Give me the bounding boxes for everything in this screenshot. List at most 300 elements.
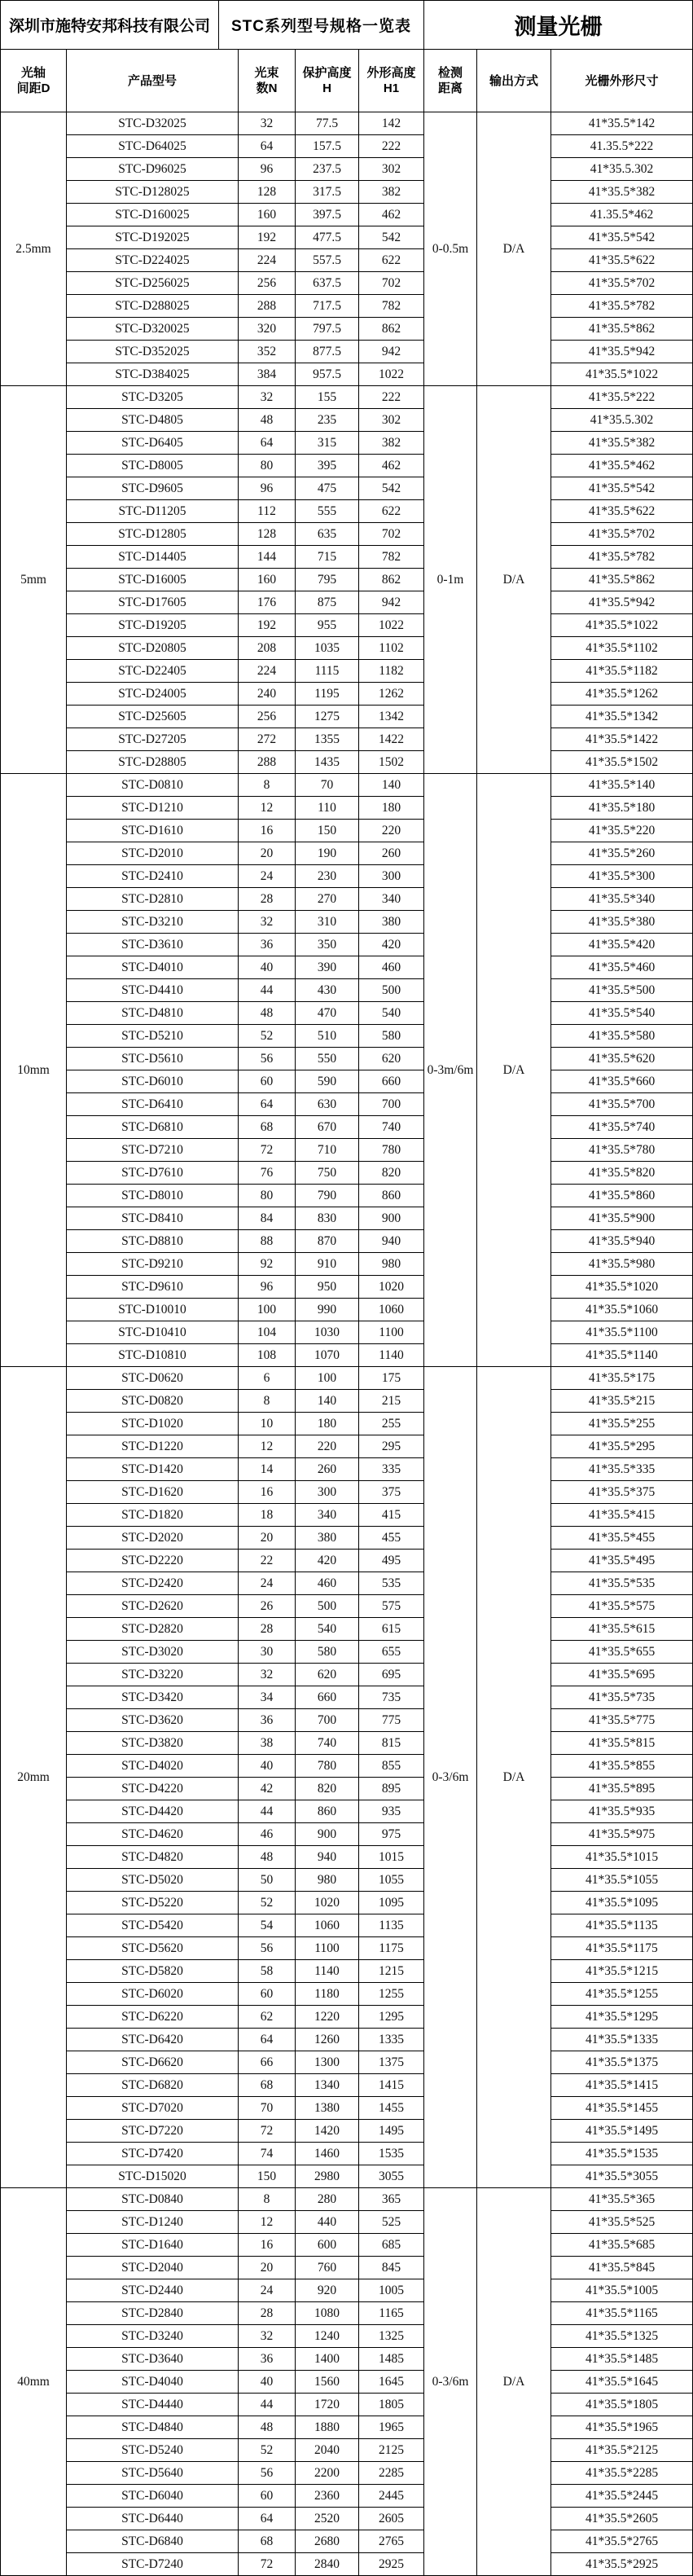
outline-height-cell: 862	[359, 318, 423, 340]
dimensions-cell: 41*35.5*455	[551, 1527, 692, 1549]
dimensions-cell: 41*35.5*935	[551, 1800, 692, 1822]
outline-height-cell: 222	[359, 386, 423, 408]
model-cell: STC-D3220	[67, 1664, 238, 1686]
beam-count-cell: 288	[239, 295, 295, 317]
dimensions-cell: 41*35.5*1335	[551, 2029, 692, 2051]
model-cell: STC-D7220	[67, 2120, 238, 2142]
outline-height-cell: 1455	[359, 2097, 423, 2119]
protect-height-cell: 980	[296, 1869, 358, 1891]
beam-count-cell: 8	[239, 1390, 295, 1412]
model-cell: STC-D6220	[67, 2006, 238, 2028]
dimensions-cell: 41*35.5*1182	[551, 660, 692, 682]
protect-height-cell: 380	[296, 1527, 358, 1549]
beam-count-cell: 72	[239, 2120, 295, 2142]
model-cell: STC-D8005	[67, 455, 238, 477]
model-cell: STC-D320025	[67, 318, 238, 340]
model-cell: STC-D5220	[67, 1892, 238, 1914]
protect-height-cell: 2200	[296, 2462, 358, 2484]
outline-height-cell: 1502	[359, 751, 423, 773]
dimensions-cell: 41*35.5*1255	[551, 1983, 692, 2005]
dimensions-cell: 41*35.5*180	[551, 797, 692, 819]
beam-count-cell: 16	[239, 820, 295, 842]
outline-height-cell: 380	[359, 911, 423, 933]
protect-height-cell: 1115	[296, 660, 358, 682]
beam-count-cell: 208	[239, 637, 295, 659]
outline-height-cell: 1255	[359, 1983, 423, 2005]
outline-height-cell: 455	[359, 1527, 423, 1549]
protect-height-cell: 500	[296, 1595, 358, 1617]
beam-count-cell: 70	[239, 2097, 295, 2119]
model-cell: STC-D5020	[67, 1869, 238, 1891]
outline-height-cell: 615	[359, 1618, 423, 1640]
dimensions-cell: 41*35.5*780	[551, 1139, 692, 1161]
model-cell: STC-D5420	[67, 1914, 238, 1936]
protect-height-cell: 870	[296, 1230, 358, 1252]
model-cell: STC-D22405	[67, 660, 238, 682]
dimensions-cell: 41*35.5*1965	[551, 2416, 692, 2438]
model-cell: STC-D25605	[67, 706, 238, 728]
outline-height-cell: 260	[359, 842, 423, 864]
dimensions-cell: 41*35.5*1020	[551, 1276, 692, 1298]
beam-count-cell: 52	[239, 1892, 295, 1914]
beam-count-cell: 68	[239, 2074, 295, 2096]
protect-height-cell: 1030	[296, 1321, 358, 1343]
beam-count-cell: 44	[239, 979, 295, 1001]
model-cell: STC-D6010	[67, 1070, 238, 1092]
protect-height-cell: 860	[296, 1800, 358, 1822]
protect-height-cell: 70	[296, 774, 358, 796]
dimensions-cell: 41*35.5*620	[551, 1048, 692, 1070]
beam-count-cell: 128	[239, 523, 295, 545]
dimensions-cell: 41*35.5*175	[551, 1367, 692, 1389]
beam-count-cell: 42	[239, 1778, 295, 1800]
outline-height-cell: 415	[359, 1504, 423, 1526]
spacing-cell: 5mm	[1, 386, 66, 773]
beam-count-cell: 80	[239, 455, 295, 477]
outline-height-cell: 542	[359, 226, 423, 248]
beam-count-cell: 52	[239, 1025, 295, 1047]
beam-count-cell: 8	[239, 774, 295, 796]
protect-height-cell: 790	[296, 1185, 358, 1207]
model-cell: STC-D96025	[67, 158, 238, 180]
dimensions-cell: 41*35.5*782	[551, 546, 692, 568]
dimensions-cell: 41*35.5*942	[551, 591, 692, 613]
header-outline-height	[359, 50, 423, 112]
beam-count-cell: 224	[239, 660, 295, 682]
dimensions-cell: 41.35.5*222	[551, 135, 692, 157]
outline-height-cell: 895	[359, 1778, 423, 1800]
protect-height-cell: 77.5	[296, 112, 358, 134]
dimensions-cell: 41*35.5*382	[551, 432, 692, 454]
dimensions-cell: 41*35.5*222	[551, 386, 692, 408]
protect-height-cell: 1260	[296, 2029, 358, 2051]
model-cell: STC-D4805	[67, 409, 238, 431]
dimensions-cell: 41*35.5*542	[551, 226, 692, 248]
model-cell: STC-D1210	[67, 797, 238, 819]
protect-height-cell: 830	[296, 1207, 358, 1229]
dimensions-cell: 41*35.5*2125	[551, 2439, 692, 2461]
dimensions-cell: 41*35.5.302	[551, 409, 692, 431]
outline-height-cell: 1055	[359, 1869, 423, 1891]
model-cell: STC-D15020	[67, 2165, 238, 2187]
dimensions-cell: 41*35.5*775	[551, 1709, 692, 1731]
protect-height-cell: 340	[296, 1504, 358, 1526]
beam-count-cell: 56	[239, 1937, 295, 1959]
dimensions-cell: 41*35.5*1095	[551, 1892, 692, 1914]
beam-count-cell: 64	[239, 1093, 295, 1115]
beam-count-cell: 256	[239, 706, 295, 728]
outline-height-cell: 365	[359, 2188, 423, 2210]
model-cell: STC-D6020	[67, 1983, 238, 2005]
protect-height-cell: 540	[296, 1618, 358, 1640]
outline-height-cell: 335	[359, 1458, 423, 1480]
beam-count-cell: 24	[239, 865, 295, 887]
beam-count-cell: 34	[239, 1686, 295, 1708]
outline-height-cell: 1415	[359, 2074, 423, 2096]
dimensions-cell: 41*35.5*655	[551, 1641, 692, 1663]
outline-height-cell: 1015	[359, 1846, 423, 1868]
model-cell: STC-D19205	[67, 614, 238, 636]
model-cell: STC-D1220	[67, 1435, 238, 1457]
beam-count-cell: 50	[239, 1869, 295, 1891]
outline-height-cell: 575	[359, 1595, 423, 1617]
outline-height-cell: 1645	[359, 2371, 423, 2393]
header-detection-distance	[424, 50, 476, 112]
dimensions-cell: 41*35.5*1375	[551, 2051, 692, 2073]
dimensions-cell: 41*35.5*255	[551, 1413, 692, 1435]
protect-height-cell: 1220	[296, 2006, 358, 2028]
dimensions-cell: 41*35.5*495	[551, 1550, 692, 1572]
outline-height-cell: 775	[359, 1709, 423, 1731]
model-cell: STC-D6620	[67, 2051, 238, 2073]
beam-count-cell: 46	[239, 1823, 295, 1845]
detection-distance-cell: 0-3m/6m	[424, 774, 476, 1366]
dimensions-cell: 41*35.5*702	[551, 523, 692, 545]
protect-height-cell: 1060	[296, 1914, 358, 1936]
protect-height-cell: 1180	[296, 1983, 358, 2005]
model-cell: STC-D4010	[67, 956, 238, 978]
beam-count-cell: 52	[239, 2439, 295, 2461]
dimensions-cell: 41*35.5*1262	[551, 683, 692, 705]
outline-height-cell: 1422	[359, 728, 423, 750]
model-cell: STC-D6040	[67, 2485, 238, 2507]
model-cell: STC-D12805	[67, 523, 238, 545]
outline-height-cell: 1535	[359, 2143, 423, 2165]
beam-count-cell: 16	[239, 1481, 295, 1503]
dimensions-cell: 41*35.5*1215	[551, 1960, 692, 1982]
protect-height-cell: 310	[296, 911, 358, 933]
protect-height-cell: 580	[296, 1641, 358, 1663]
model-cell: STC-D4410	[67, 979, 238, 1001]
header-beam-count	[239, 50, 295, 112]
model-cell: STC-D256025	[67, 272, 238, 294]
model-cell: STC-D0840	[67, 2188, 238, 2210]
protect-height-cell: 1035	[296, 637, 358, 659]
outline-height-cell: 860	[359, 1185, 423, 1207]
dimensions-cell: 41*35.5*1100	[551, 1321, 692, 1343]
dimensions-cell: 41*35.5*2605	[551, 2508, 692, 2530]
model-cell: STC-D6405	[67, 432, 238, 454]
beam-count-cell: 16	[239, 2234, 295, 2256]
model-cell: STC-D1820	[67, 1504, 238, 1526]
outline-height-cell: 525	[359, 2211, 423, 2233]
detection-distance-cell: 0-1m	[424, 386, 476, 773]
outline-height-cell: 302	[359, 158, 423, 180]
protect-height-cell: 750	[296, 1162, 358, 1184]
protect-height-cell: 1880	[296, 2416, 358, 2438]
outline-height-cell: 735	[359, 1686, 423, 1708]
outline-height-cell: 782	[359, 295, 423, 317]
protect-height-cell: 220	[296, 1435, 358, 1457]
protect-height-cell: 950	[296, 1276, 358, 1298]
outline-height-cell: 900	[359, 1207, 423, 1229]
dimensions-cell: 41*35.5*615	[551, 1618, 692, 1640]
model-cell: STC-D1240	[67, 2211, 238, 2233]
model-cell: STC-D28805	[67, 751, 238, 773]
model-cell: STC-D4440	[67, 2394, 238, 2416]
model-cell: STC-D9610	[67, 1276, 238, 1298]
outline-height-cell: 462	[359, 204, 423, 226]
dimensions-cell: 41*35.5*1645	[551, 2371, 692, 2393]
outline-height-cell: 695	[359, 1664, 423, 1686]
dimensions-cell: 41*35.5*3055	[551, 2165, 692, 2187]
outline-height-cell: 1262	[359, 683, 423, 705]
beam-count-cell: 14	[239, 1458, 295, 1480]
protect-height-cell: 700	[296, 1709, 358, 1731]
dimensions-cell: 41*35.5*855	[551, 1755, 692, 1777]
dimensions-cell: 41*35.5*215	[551, 1390, 692, 1412]
dimensions-cell: 41*35.5*1022	[551, 363, 692, 385]
protect-height-cell: 900	[296, 1823, 358, 1845]
header-output-mode-label: 输出方式	[489, 73, 538, 88]
header-dimensions	[551, 50, 692, 112]
model-cell: STC-D3640	[67, 2348, 238, 2370]
model-cell: STC-D2440	[67, 2279, 238, 2301]
output-mode-cell: D/A	[477, 2188, 550, 2575]
dimensions-cell: 41*35.5*1140	[551, 1344, 692, 1366]
outline-height-cell: 1095	[359, 1892, 423, 1914]
dimensions-cell: 41*35.5*1495	[551, 2120, 692, 2142]
beam-count-cell: 68	[239, 1116, 295, 1138]
beam-count-cell: 26	[239, 1595, 295, 1617]
protect-height-cell: 1460	[296, 2143, 358, 2165]
outline-height-cell: 1140	[359, 1344, 423, 1366]
outline-height-cell: 1965	[359, 2416, 423, 2438]
outline-height-cell: 622	[359, 249, 423, 271]
model-cell: STC-D6810	[67, 1116, 238, 1138]
beam-count-cell: 68	[239, 2530, 295, 2552]
dimensions-cell: 41*35.5*1415	[551, 2074, 692, 2096]
model-cell: STC-D0810	[67, 774, 238, 796]
outline-height-cell: 542	[359, 477, 423, 499]
model-cell: STC-D24005	[67, 683, 238, 705]
model-cell: STC-D7020	[67, 2097, 238, 2119]
dimensions-cell: 41*35.5.302	[551, 158, 692, 180]
protect-height-cell: 1240	[296, 2325, 358, 2347]
dimensions-cell: 41*35.5*295	[551, 1435, 692, 1457]
spacing-cell: 20mm	[1, 1367, 66, 2187]
beam-count-cell: 24	[239, 2279, 295, 2301]
header-model	[67, 50, 238, 112]
beam-count-cell: 12	[239, 797, 295, 819]
model-cell: STC-D2820	[67, 1618, 238, 1640]
dimensions-cell: 41*35.5*622	[551, 249, 692, 271]
protect-height-cell: 635	[296, 523, 358, 545]
protect-height-cell: 2040	[296, 2439, 358, 2461]
model-cell: STC-D384025	[67, 363, 238, 385]
protect-height-cell: 780	[296, 1755, 358, 1777]
beam-count-cell: 72	[239, 2553, 295, 2575]
outline-height-cell: 382	[359, 432, 423, 454]
model-cell: STC-D6420	[67, 2029, 238, 2051]
model-cell: STC-D4420	[67, 1800, 238, 1822]
outline-height-cell: 462	[359, 455, 423, 477]
dimensions-cell: 41*35.5*2925	[551, 2553, 692, 2575]
protect-height-cell: 875	[296, 591, 358, 613]
protect-height-cell: 1080	[296, 2302, 358, 2324]
beam-count-cell: 12	[239, 2211, 295, 2233]
dimensions-cell: 41*35.5*860	[551, 1185, 692, 1207]
dimensions-cell: 41*35.5*575	[551, 1595, 692, 1617]
dimensions-cell: 41*35.5*782	[551, 295, 692, 317]
header-outline-height-label: 外形高度H1	[366, 66, 416, 95]
protect-height-cell: 1380	[296, 2097, 358, 2119]
protect-height-cell: 2980	[296, 2165, 358, 2187]
protect-height-cell: 2520	[296, 2508, 358, 2530]
model-cell: STC-D2020	[67, 1527, 238, 1549]
beam-count-cell: 28	[239, 1618, 295, 1640]
beam-count-cell: 48	[239, 409, 295, 431]
protect-height-cell: 475	[296, 477, 358, 499]
beam-count-cell: 60	[239, 2485, 295, 2507]
protect-height-cell: 877.5	[296, 341, 358, 363]
protect-height-cell: 390	[296, 956, 358, 978]
protect-height-cell: 1140	[296, 1960, 358, 1982]
protect-height-cell: 1560	[296, 2371, 358, 2393]
beam-count-cell: 160	[239, 569, 295, 591]
protect-height-cell: 1355	[296, 728, 358, 750]
outline-height-cell: 1102	[359, 637, 423, 659]
dimensions-cell: 41*35.5*525	[551, 2211, 692, 2233]
beam-count-cell: 20	[239, 2257, 295, 2279]
model-cell: STC-D4020	[67, 1755, 238, 1777]
outline-height-cell: 1215	[359, 1960, 423, 1982]
detection-distance-cell: 0-3/6m	[424, 1367, 476, 2187]
header-dimensions-label: 光栅外形尺寸	[585, 73, 659, 88]
outline-height-cell: 1175	[359, 1937, 423, 1959]
model-cell: STC-D4220	[67, 1778, 238, 1800]
beam-count-cell: 352	[239, 341, 295, 363]
header-output-mode	[477, 50, 550, 112]
model-cell: STC-D2040	[67, 2257, 238, 2279]
outline-height-cell: 180	[359, 797, 423, 819]
beam-count-cell: 30	[239, 1641, 295, 1663]
protect-height-cell: 430	[296, 979, 358, 1001]
dimensions-cell: 41*35.5*535	[551, 1572, 692, 1594]
beam-count-cell: 44	[239, 1800, 295, 1822]
beam-count-cell: 48	[239, 1846, 295, 1868]
model-cell: STC-D3820	[67, 1732, 238, 1754]
protect-height-cell: 620	[296, 1664, 358, 1686]
protect-height-cell: 990	[296, 1299, 358, 1321]
protect-height-cell: 820	[296, 1778, 358, 1800]
dimensions-cell: 41*35.5*1342	[551, 706, 692, 728]
outline-height-cell: 295	[359, 1435, 423, 1457]
model-cell: STC-D6410	[67, 1093, 238, 1115]
output-mode-cell: D/A	[477, 112, 550, 385]
dimensions-cell: 41*35.5*335	[551, 1458, 692, 1480]
beam-count-cell: 256	[239, 272, 295, 294]
protect-height-cell: 280	[296, 2188, 358, 2210]
protect-height-cell: 1435	[296, 751, 358, 773]
protect-height-cell: 470	[296, 1002, 358, 1024]
beam-count-cell: 192	[239, 614, 295, 636]
dimensions-cell: 41*35.5*895	[551, 1778, 692, 1800]
protect-height-cell: 395	[296, 455, 358, 477]
dimensions-cell: 41*35.5*580	[551, 1025, 692, 1047]
outline-height-cell: 1022	[359, 614, 423, 636]
dimensions-cell: 41*35.5*1535	[551, 2143, 692, 2165]
outline-height-cell: 622	[359, 500, 423, 522]
dimensions-cell: 41*35.5*940	[551, 1230, 692, 1252]
model-cell: STC-D7420	[67, 2143, 238, 2165]
dimensions-cell: 41*35.5*735	[551, 1686, 692, 1708]
dimensions-cell: 41*35.5*2765	[551, 2530, 692, 2552]
protect-height-cell: 237.5	[296, 158, 358, 180]
protect-height-cell: 270	[296, 888, 358, 910]
beam-count-cell: 66	[239, 2051, 295, 2073]
model-cell: STC-D3610	[67, 934, 238, 956]
outline-height-cell: 2605	[359, 2508, 423, 2530]
protect-height-cell: 1720	[296, 2394, 358, 2416]
dimensions-cell: 41*35.5*375	[551, 1481, 692, 1503]
protect-height-cell: 1020	[296, 1892, 358, 1914]
beam-count-cell: 32	[239, 112, 295, 134]
dimensions-cell: 41.35.5*462	[551, 204, 692, 226]
model-cell: STC-D7240	[67, 2553, 238, 2575]
protect-height-cell: 100	[296, 1367, 358, 1389]
outline-height-cell: 382	[359, 181, 423, 203]
protect-height-cell: 477.5	[296, 226, 358, 248]
protect-height-cell: 315	[296, 432, 358, 454]
outline-height-cell: 942	[359, 591, 423, 613]
model-cell: STC-D9210	[67, 1253, 238, 1275]
model-cell: STC-D11205	[67, 500, 238, 522]
outline-height-cell: 980	[359, 1253, 423, 1275]
model-cell: STC-D224025	[67, 249, 238, 271]
protect-height-cell: 550	[296, 1048, 358, 1070]
beam-count-cell: 240	[239, 683, 295, 705]
protect-height-cell: 397.5	[296, 204, 358, 226]
protect-height-cell: 140	[296, 1390, 358, 1412]
dimensions-cell: 41*35.5*1165	[551, 2302, 692, 2324]
output-mode-cell: D/A	[477, 1367, 550, 2187]
beam-count-cell: 92	[239, 1253, 295, 1275]
model-cell: STC-D7210	[67, 1139, 238, 1161]
model-cell: STC-D64025	[67, 135, 238, 157]
model-cell: STC-D2620	[67, 1595, 238, 1617]
outline-height-cell: 140	[359, 774, 423, 796]
model-cell: STC-D5640	[67, 2462, 238, 2484]
model-cell: STC-D1620	[67, 1481, 238, 1503]
model-cell: STC-D16005	[67, 569, 238, 591]
model-cell: STC-D3420	[67, 1686, 238, 1708]
protect-height-cell: 230	[296, 865, 358, 887]
protect-height-cell: 157.5	[296, 135, 358, 157]
protect-height-cell: 957.5	[296, 363, 358, 385]
outline-height-cell: 1335	[359, 2029, 423, 2051]
dimensions-cell: 41*35.5*365	[551, 2188, 692, 2210]
